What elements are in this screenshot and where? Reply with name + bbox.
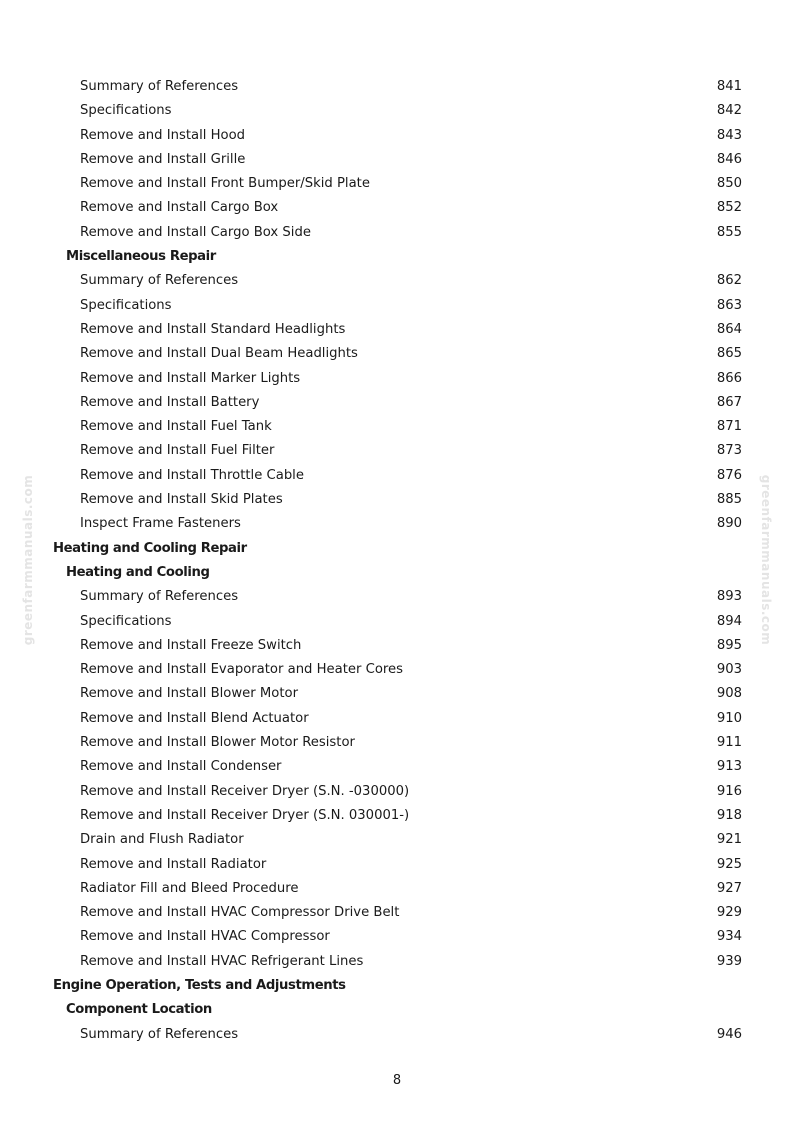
- toc-entry-page: 895: [716, 637, 742, 653]
- toc-entry[interactable]: [0, 488, 794, 512]
- toc-entry-title: Remove and Install HVAC Compressor: [80, 929, 330, 945]
- toc-entry-page: 864: [716, 321, 742, 337]
- toc-entry-title: Remove and Install Receiver Dryer (S.N. -030000): [80, 783, 410, 799]
- toc-entry-title: Remove and Install Cargo Box Side: [80, 224, 311, 240]
- toc-entry-title: Miscellaneous Repair: [66, 249, 216, 265]
- toc-entry[interactable]: [0, 294, 794, 318]
- toc-entry-page: 871: [716, 419, 742, 435]
- toc-entry-title: Remove and Install Evaporator and Heater Cores: [80, 662, 404, 678]
- toc-entry[interactable]: [0, 682, 794, 706]
- toc-entry-title: Remove and Install Condenser: [80, 759, 282, 775]
- toc-entry-page: 862: [716, 273, 742, 289]
- toc-entry-title: Remove and Install Marker Lights: [80, 370, 301, 386]
- toc-entry-page: 846: [716, 151, 742, 167]
- toc-entry-title: Remove and Install Radiator: [80, 856, 267, 872]
- toc-entry[interactable]: [0, 512, 794, 536]
- toc-entry-page: 855: [716, 224, 742, 240]
- toc-entry-title: Remove and Install Skid Plates: [80, 492, 283, 508]
- toc-entry[interactable]: [0, 269, 794, 293]
- toc-entry[interactable]: [0, 148, 794, 172]
- toc-entry[interactable]: [0, 367, 794, 391]
- toc-entry-page: 918: [716, 807, 742, 823]
- toc-entry[interactable]: [0, 99, 794, 123]
- toc-entry-title: Remove and Install HVAC Refrigerant Lines: [80, 953, 364, 969]
- toc-subsection-heading[interactable]: [0, 561, 794, 585]
- toc-entry-title: Remove and Install Blend Actuator: [80, 710, 309, 726]
- toc-entry-page: 939: [716, 953, 742, 969]
- toc-entry-page: 866: [716, 370, 742, 386]
- toc-entry[interactable]: [0, 391, 794, 415]
- toc-entry-title: Summary of References: [80, 273, 239, 289]
- toc-entry[interactable]: [0, 731, 794, 755]
- toc-section-heading[interactable]: [0, 974, 794, 998]
- toc-entry[interactable]: [0, 75, 794, 99]
- toc-entry-page: 850: [716, 176, 742, 192]
- toc-entry-title: Remove and Install Standard Headlights: [80, 321, 346, 337]
- toc-entry-page: 925: [716, 856, 742, 872]
- toc-entry[interactable]: [0, 585, 794, 609]
- toc-entry-page: 843: [716, 127, 742, 143]
- toc-entry-title: Summary of References: [80, 589, 239, 605]
- toc-entry-page: 903: [716, 662, 742, 678]
- table-of-contents: [0, 75, 794, 1047]
- toc-entry-title: Component Location: [66, 1002, 212, 1018]
- toc-entry-title: Heating and Cooling Repair: [53, 540, 247, 556]
- toc-entry-page: 842: [716, 103, 742, 119]
- toc-entry[interactable]: [0, 439, 794, 463]
- toc-entry-title: Remove and Install HVAC Compressor Drive Belt: [80, 905, 400, 921]
- watermark-right: greenfarmmanuals.com: [759, 474, 773, 646]
- toc-entry[interactable]: [0, 464, 794, 488]
- toc-entry[interactable]: [0, 901, 794, 925]
- toc-entry-page: 894: [716, 613, 742, 629]
- toc-entry-title: Specifications: [80, 103, 172, 119]
- toc-entry-title: Summary of References: [80, 1026, 239, 1042]
- toc-entry[interactable]: [0, 415, 794, 439]
- toc-entry[interactable]: [0, 1023, 794, 1047]
- toc-entry-title: Remove and Install Front Bumper/Skid Plate: [80, 176, 370, 192]
- toc-entry-title: Inspect Frame Fasteners: [80, 516, 241, 532]
- toc-entry-title: Remove and Install Fuel Filter: [80, 443, 275, 459]
- toc-entry-title: Engine Operation, Tests and Adjustments: [53, 977, 346, 993]
- toc-entry[interactable]: [0, 804, 794, 828]
- watermark-left: greenfarmmanuals.com: [21, 474, 35, 646]
- toc-entry-page: 916: [716, 783, 742, 799]
- toc-entry[interactable]: [0, 124, 794, 148]
- toc-entry-page: 910: [716, 710, 742, 726]
- toc-entry-page: 927: [716, 880, 742, 896]
- toc-entry[interactable]: [0, 658, 794, 682]
- toc-entry-page: 946: [716, 1026, 742, 1042]
- toc-entry[interactable]: [0, 196, 794, 220]
- toc-entry-title: Remove and Install Battery: [80, 394, 260, 410]
- toc-entry[interactable]: [0, 828, 794, 852]
- toc-section-heading[interactable]: [0, 537, 794, 561]
- toc-entry-title: Remove and Install Blower Motor: [80, 686, 298, 702]
- toc-entry[interactable]: [0, 342, 794, 366]
- toc-subsection-heading[interactable]: [0, 998, 794, 1022]
- toc-entry-title: Remove and Install Freeze Switch: [80, 637, 302, 653]
- toc-entry-page: 911: [716, 735, 742, 751]
- toc-entry[interactable]: [0, 610, 794, 634]
- toc-entry-title: Specifications: [80, 613, 172, 629]
- toc-entry-page: 908: [716, 686, 742, 702]
- toc-entry-title: Remove and Install Grille: [80, 151, 246, 167]
- toc-entry-title: Heating and Cooling: [66, 564, 210, 580]
- toc-entry-title: Remove and Install Cargo Box: [80, 200, 279, 216]
- toc-entry[interactable]: [0, 318, 794, 342]
- toc-entry[interactable]: [0, 755, 794, 779]
- page-number: 8: [392, 1073, 402, 1088]
- toc-entry[interactable]: [0, 634, 794, 658]
- toc-entry-title: Remove and Install Hood: [80, 127, 246, 143]
- toc-entry-title: Remove and Install Dual Beam Headlights: [80, 346, 358, 362]
- toc-entry-page: 865: [716, 346, 742, 362]
- toc-entry-page: 921: [716, 832, 742, 848]
- toc-entry-page: 867: [716, 394, 742, 410]
- toc-entry[interactable]: [0, 853, 794, 877]
- toc-entry-page: 841: [716, 79, 742, 94]
- toc-entry-title: Specifications: [80, 297, 172, 313]
- toc-subsection-heading[interactable]: [0, 245, 794, 269]
- toc-entry[interactable]: [0, 780, 794, 804]
- toc-entry[interactable]: [0, 707, 794, 731]
- toc-entry-page: 876: [716, 467, 742, 483]
- toc-entry-page: 893: [716, 589, 742, 605]
- toc-entry-page: 934: [716, 929, 742, 945]
- toc-entry-title: Remove and Install Throttle Cable: [80, 467, 304, 483]
- toc-entry-page: 852: [716, 200, 742, 216]
- toc-entry-page: 873: [716, 443, 742, 459]
- toc-entry-title: Remove and Install Receiver Dryer (S.N. 030001-): [80, 807, 410, 823]
- toc-entry-page: 863: [716, 297, 742, 313]
- toc-entry[interactable]: [0, 950, 794, 974]
- toc-entry[interactable]: [0, 925, 794, 949]
- toc-entry-page: 890: [716, 516, 742, 532]
- toc-entry-page: 885: [716, 492, 742, 508]
- toc-entry-title: Summary of References: [80, 79, 239, 94]
- toc-entry-title: Remove and Install Fuel Tank: [80, 419, 272, 435]
- toc-entry[interactable]: [0, 172, 794, 196]
- toc-entry-page: 929: [716, 905, 742, 921]
- toc-entry-title: Remove and Install Blower Motor Resistor: [80, 735, 355, 751]
- toc-entry-title: Radiator Fill and Bleed Procedure: [80, 880, 299, 896]
- toc-entry-page: 913: [716, 759, 742, 775]
- toc-entry[interactable]: [0, 221, 794, 245]
- toc-entry-title: Drain and Flush Radiator: [80, 832, 244, 848]
- toc-entry[interactable]: [0, 877, 794, 901]
